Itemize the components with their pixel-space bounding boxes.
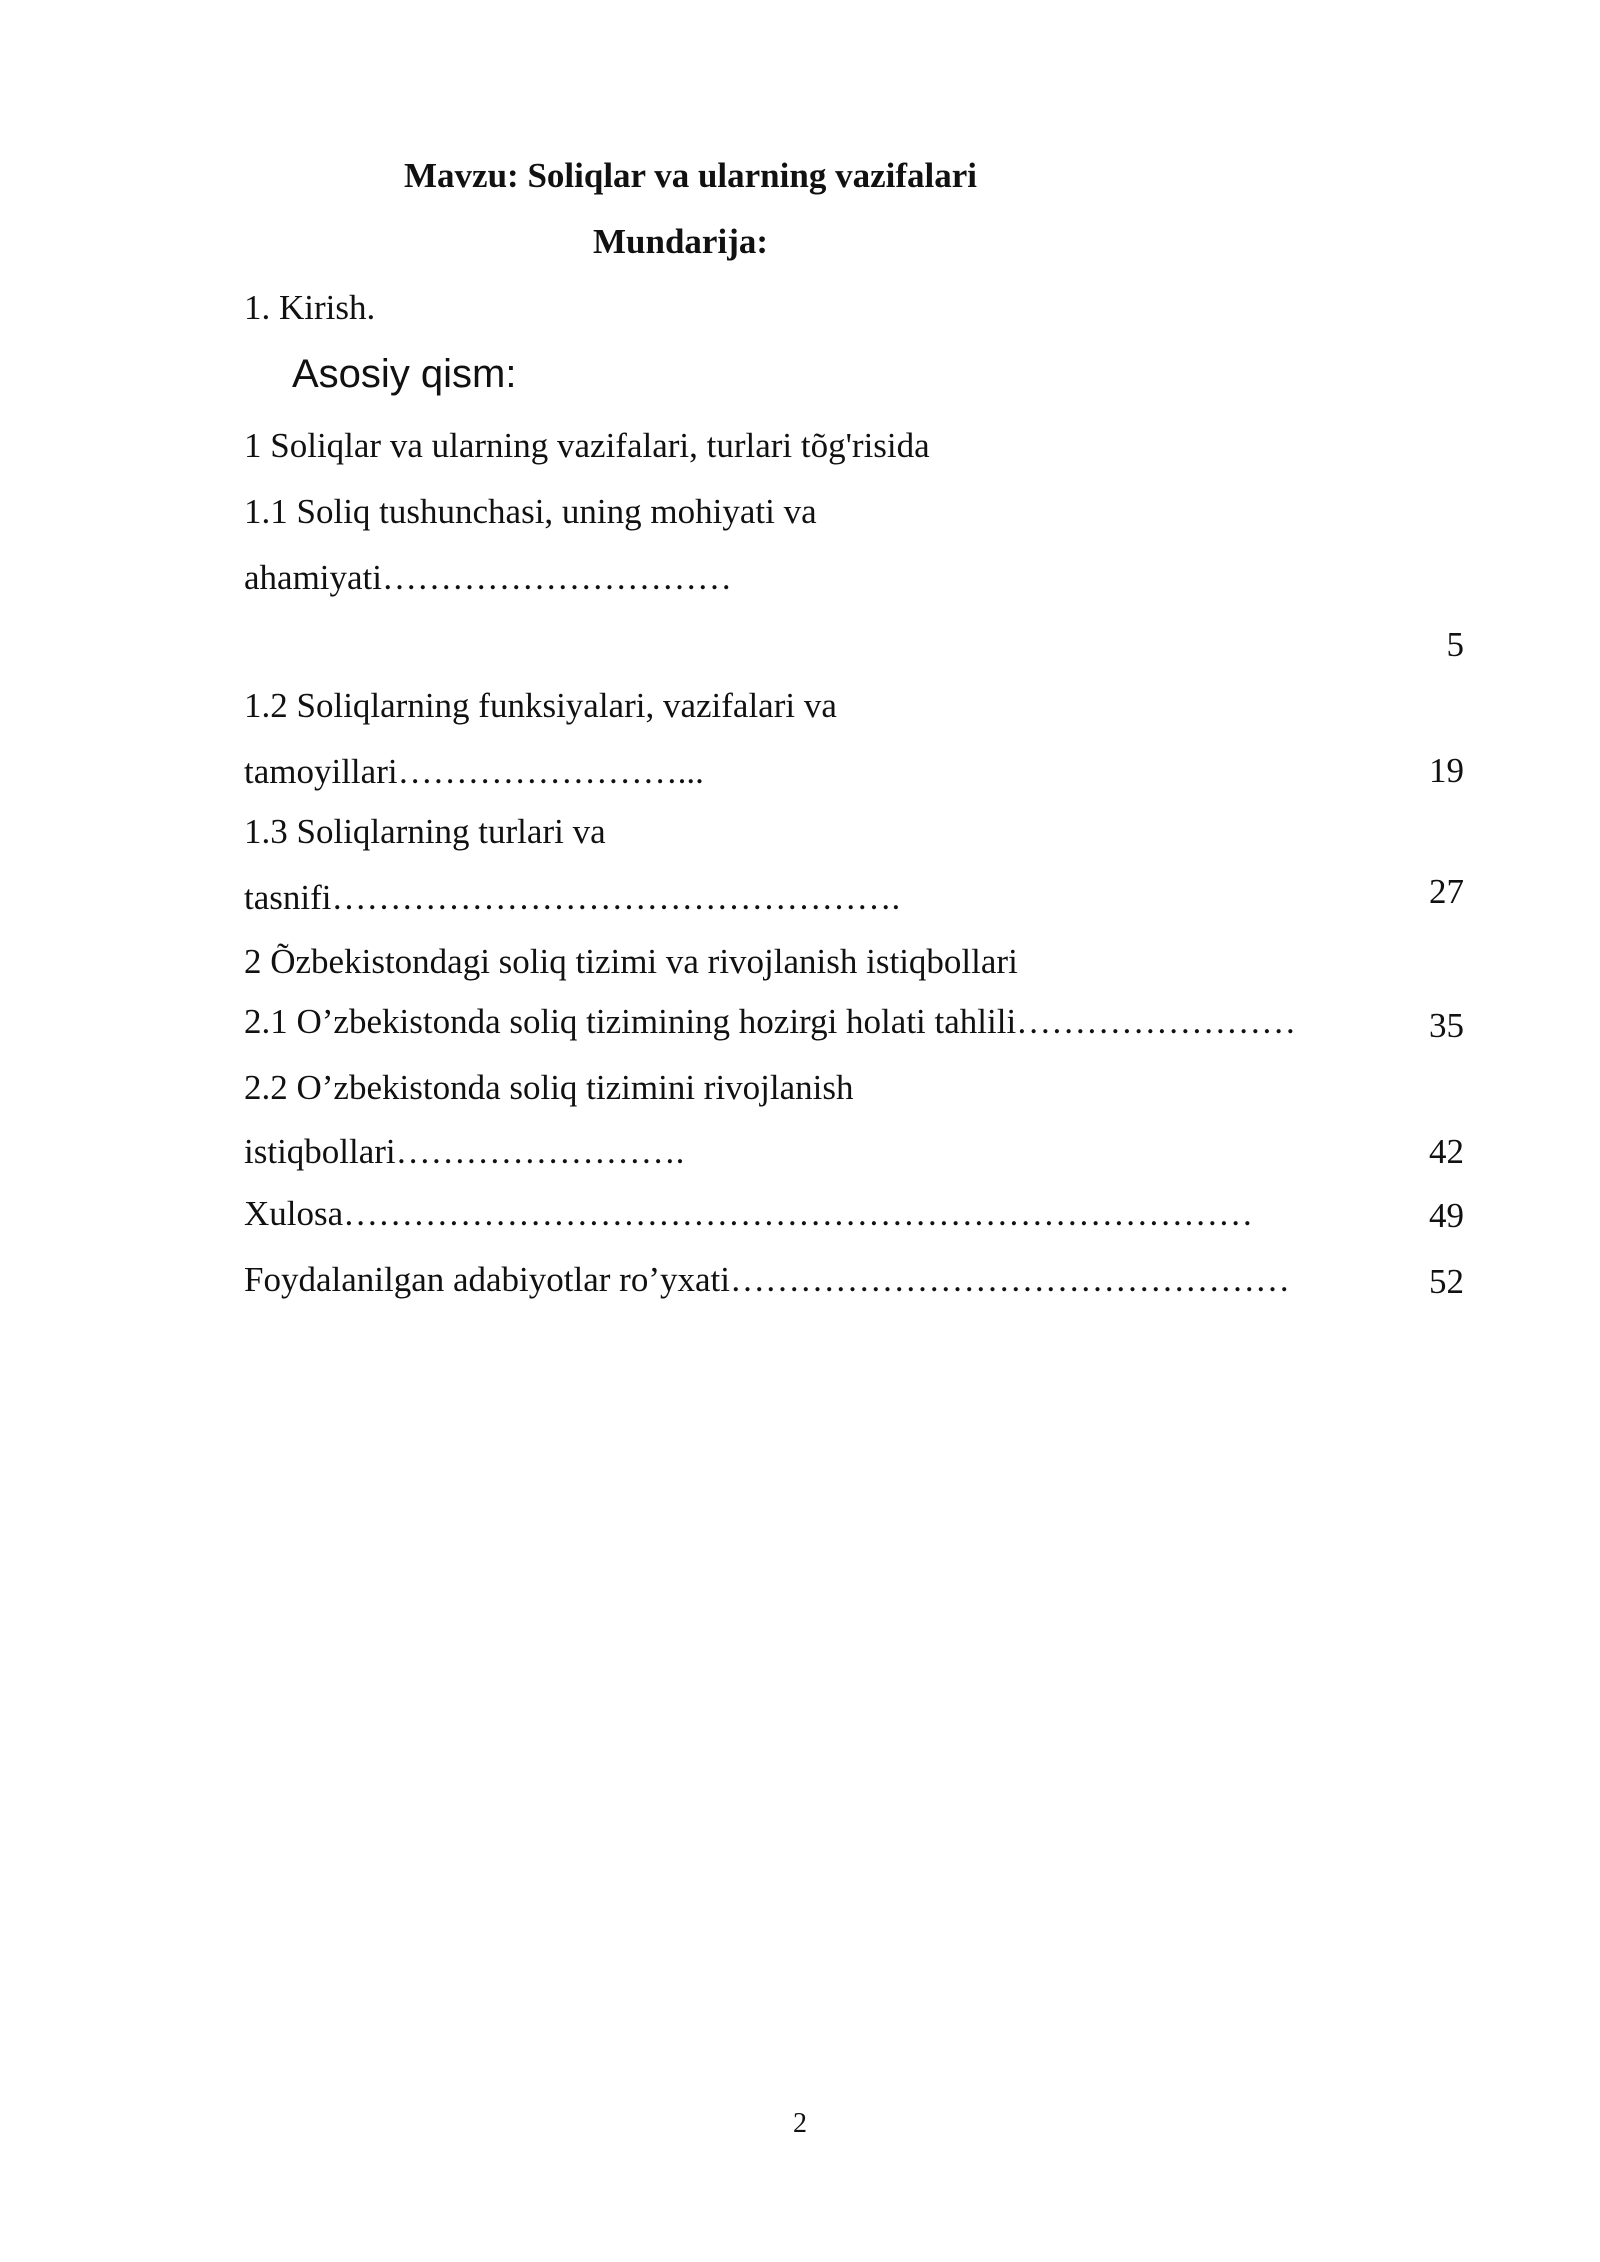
toc-entry: 2 Õzbekistondagi soliq tizimi va rivojlanish istiqbollari	[244, 942, 1018, 981]
toc-entry: tamoyillari……………………...	[244, 752, 704, 791]
toc-entry: 1.1 Soliq tushunchasi, uning mohiyati va	[244, 492, 817, 531]
toc-entry: 2.1 O’zbekistonda soliq tizimining hozirgi holati tahlili……………………	[244, 1002, 1297, 1041]
toc-page-number: 52	[1429, 1262, 1464, 1301]
toc-entry: tasnifi………………………………………….	[244, 878, 901, 917]
toc-page-number: 19	[1429, 751, 1464, 790]
toc-entry: 1.3 Soliqlarning turlari va	[244, 812, 606, 851]
toc-entry: 1.2 Soliqlarning funksiyalari, vazifalari va	[244, 686, 837, 725]
toc-entry: 1 Soliqlar va ularning vazifalari, turlari tõg'risida	[244, 426, 930, 465]
toc-entry: 2.2 O’zbekistonda soliq tizimini rivojlanish	[244, 1068, 854, 1107]
toc-page-number: 42	[1429, 1132, 1464, 1171]
toc-entry: Foydalanilgan adabiyotlar ro’yxati…………………………………………	[244, 1260, 1290, 1299]
toc-entry: Xulosa……………………………………………………………………	[244, 1194, 1254, 1233]
toc-page-number: 27	[1429, 872, 1464, 911]
page-number: 2	[793, 2108, 807, 2139]
toc-entry: ahamiyati…………………………	[244, 558, 733, 597]
toc-page-number: 5	[1446, 625, 1464, 664]
toc-main-part: Asosiy qism:	[292, 352, 517, 396]
toc-intro: 1. Kirish.	[244, 288, 376, 327]
toc-entry: istiqbollari…………………….	[244, 1132, 685, 1171]
toc-heading: Mundarija:	[593, 222, 768, 261]
document-title: Mavzu: Soliqlar va ularning vazifalari	[404, 156, 977, 195]
toc-page-number: 35	[1429, 1006, 1464, 1045]
toc-page-number: 49	[1429, 1196, 1464, 1235]
